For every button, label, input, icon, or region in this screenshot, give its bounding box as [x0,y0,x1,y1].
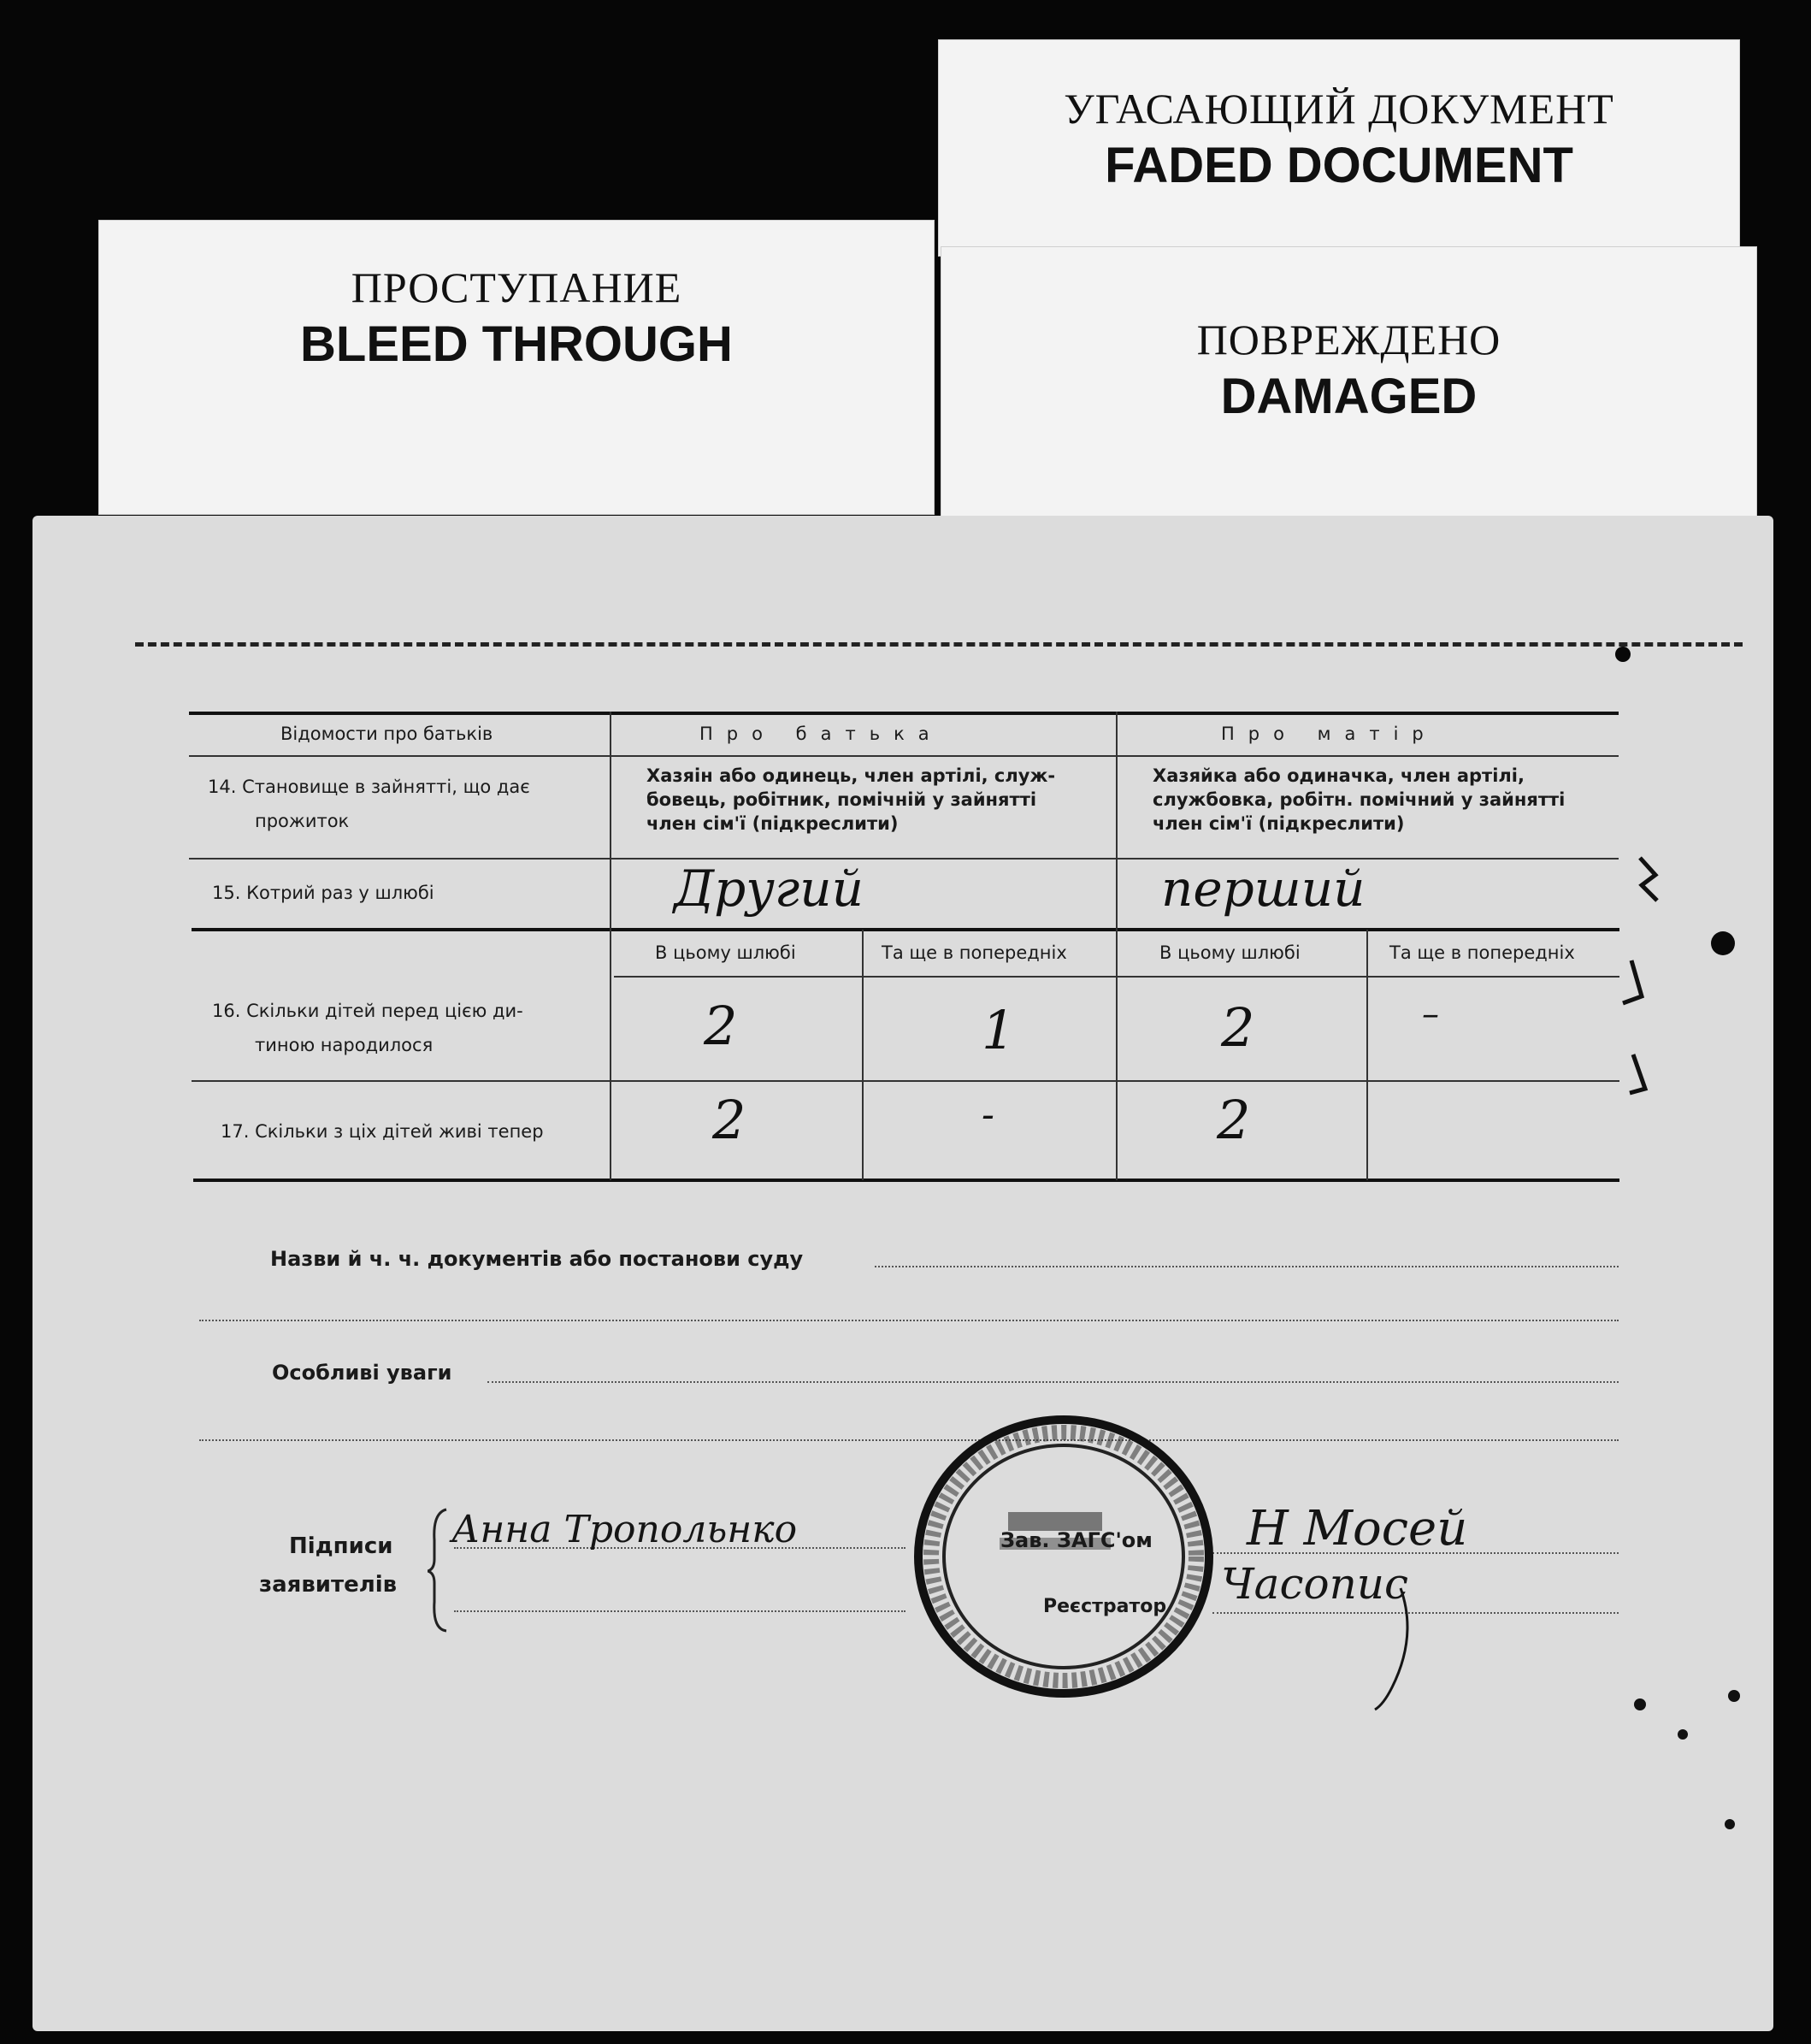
row14-label: 14. Становище в зайнятті, що дає [208,777,530,797]
bleed-tag-ru: ПРОСТУПАНИЕ [351,263,682,311]
registrar-title: Зав. ЗАГС'ом [1000,1528,1153,1552]
row17-father-this: 2 [712,1089,746,1151]
subheader-father-this: В цьому шлюбі [655,942,796,963]
header-about-mother: Про матір [1221,724,1437,744]
row14-mother-line3: член сім'ї (підкреслити) [1153,813,1405,834]
faded-tag-en: FADED DOCUMENT [1105,138,1573,193]
faded-tag-ru: УГАСАЮЩИЙ ДОКУМЕНТ [1064,85,1614,133]
row14-father-line2: бовець, робітник, помічній у зайнятті [646,789,1037,810]
table-rule [192,1080,1619,1082]
damaged-tag [941,246,1757,518]
signature-brace [428,1506,453,1634]
header-about-father: Про батька [699,724,943,744]
row17-label: 17. Скільки з ціх дітей живі тепер [221,1121,544,1142]
row14-mother-line2: службовка, робітн. помічний у зайнятті [1153,789,1566,810]
row14-label-cont: прожиток [255,811,350,831]
table-col-divider [610,712,611,1180]
row15-father-value: Другий [674,860,864,918]
registrar-signature-2: Часопис [1221,1559,1408,1609]
applicant-signature: Анна Тропольнко [451,1508,798,1551]
row16-mother-prev: – [1422,995,1439,1034]
notes-label: Особливі уваги [272,1361,452,1385]
row16-father-prev: 1 [982,999,1016,1061]
official-round-stamp [906,1409,1222,1704]
row14-father-line1: Хазяін або одинець, член артілі, служ- [646,765,1056,786]
table-bottom-rule [193,1179,1619,1182]
subheader-mother-this: В цьому шлюбі [1159,942,1301,963]
bleed-tag-en: BLEED THROUGH [300,316,733,372]
row17-father-prev: - [982,1093,994,1137]
row14-father-line3: член сім'ї (підкреслити) [646,813,899,834]
faded-document-tag [938,39,1740,257]
table-col-divider [862,930,864,1180]
table-rule [189,755,1619,757]
damage-marks [1589,644,1760,1841]
row15-label: 15. Котрий раз у шлюбі [212,883,434,903]
document-sheet [32,516,1773,2031]
row16-label: 16. Скільки дітей перед цією ди- [212,1001,523,1021]
row17-mother-this: 2 [1217,1089,1251,1151]
table-rule [192,928,1619,931]
applicant-sign-line-2 [454,1610,906,1612]
header-parents-info: Відомости про батьків [280,724,493,744]
row16-father-this: 2 [704,995,738,1057]
signatures-label: Підписи [289,1533,393,1559]
subheader-mother-prev: Та ще в попередніх [1389,942,1575,963]
row15-mother-value: перший [1161,860,1366,918]
documents-label: Назви й ч. ч. документів або постанови суду [270,1247,804,1271]
row14-mother-line1: Хазяйка або одиначка, член артілі, [1153,765,1525,786]
registrar-subtitle: Реєстратор [1043,1596,1167,1617]
subheader-father-prev: Та ще в попередніх [882,942,1067,963]
documents-line-2 [199,1320,1619,1321]
notes-line [487,1381,1619,1383]
damaged-tag-ru: ПОВРЕЖДЕНО [1196,316,1501,363]
row16-label-cont: тиною народилося [255,1035,434,1055]
table-top-rule [189,712,1619,715]
documents-line [875,1266,1619,1267]
table-col-divider [1366,930,1368,1180]
parents-info-table [32,516,1773,2031]
signature-flourish [1366,1585,1435,1713]
damaged-tag-en: DAMAGED [1220,369,1478,424]
applicants-label: заявителів [259,1572,398,1598]
registrar-signature-1: Н Мосей [1247,1501,1468,1557]
table-rule [189,858,1619,860]
table-col-divider [1116,712,1118,1180]
row16-mother-this: 2 [1221,996,1255,1059]
bleed-through-tag [98,220,935,515]
